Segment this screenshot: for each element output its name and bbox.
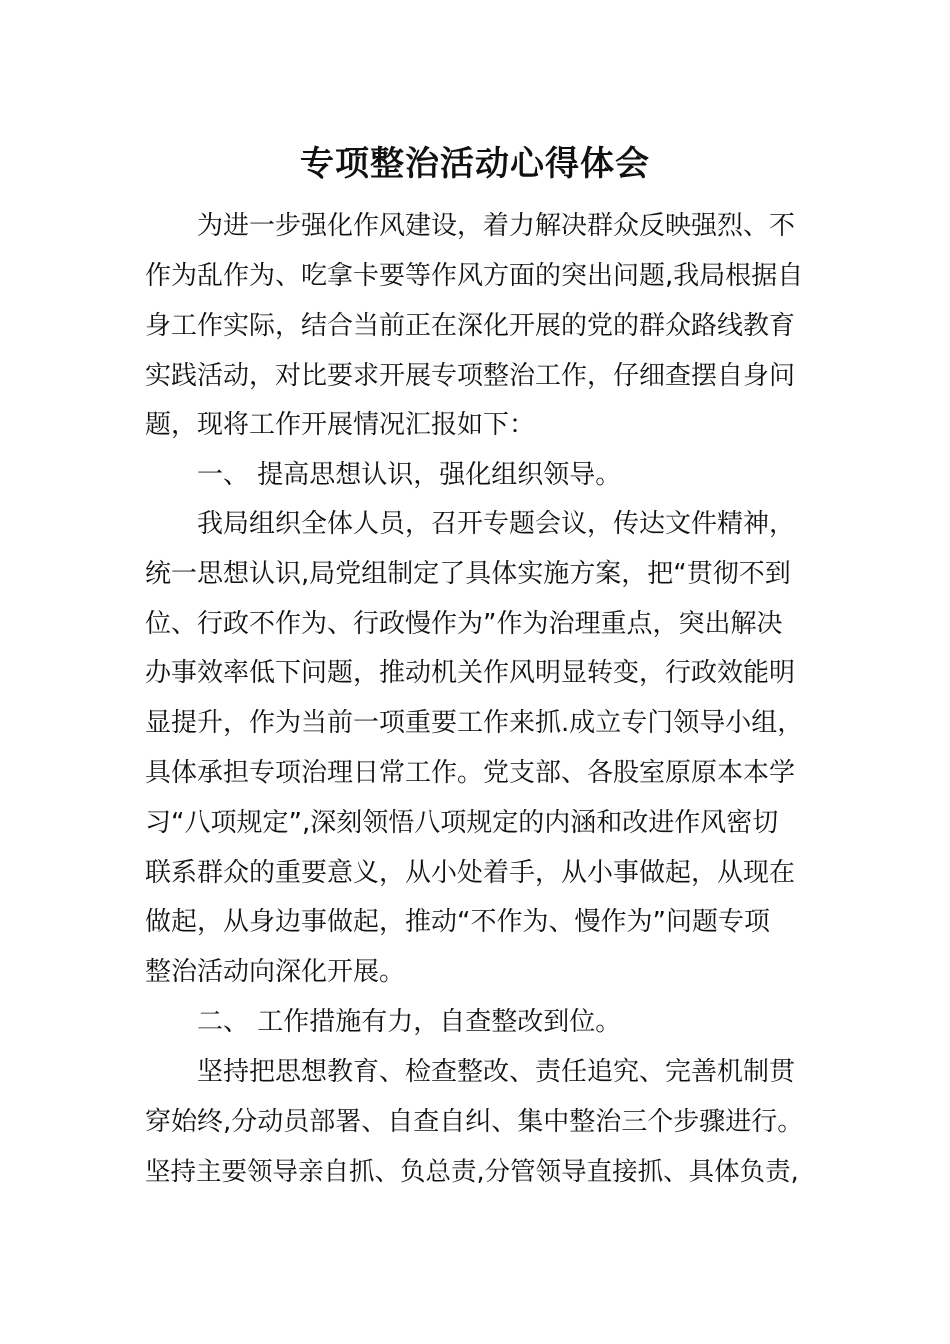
document-title: 专项整治活动心得体会 (300, 144, 650, 184)
paragraph-line: 整治活动向深化开展。 (145, 957, 406, 987)
paragraph-line: 办事效率低下问题，推动机关作风明显转变，行政效能明 (145, 658, 796, 688)
section-heading-1: 一、 提高思想认识，强化组织领导。 (197, 460, 622, 490)
paragraph-line: 题，现将工作开展情况汇报如下： (145, 410, 536, 440)
paragraph-line: 具体承担专项治理日常工作。党支部、各股室原原本本学 (145, 758, 796, 788)
paragraph-line: 实践活动，对比要求开展专项整治工作，仔细查摆自身问 (145, 361, 796, 391)
paragraph-line: 位、行政不作为、行政慢作为”作为治理重点，突出解决 (145, 609, 783, 639)
paragraph-line: 穿始终,分动员部署、自查自纠、集中整治三个步骤进行。 (145, 1107, 804, 1137)
paragraph-line: 我局组织全体人员，召开专题会议，传达文件精神， (197, 509, 796, 539)
paragraph-line: 显提升，作为当前一项重要工作来抓.成立专门领导小组， (145, 708, 804, 738)
paragraph-line: 做起，从身边事做起，推动“不作为、慢作为”问题专项 (145, 907, 770, 937)
paragraph-line: 习“八项规定”,深刻领悟八项规定的内涵和改进作风密切 (145, 808, 779, 838)
paragraph-line: 统一思想认识,局党组制定了具体实施方案，把“贯彻不到 (145, 559, 791, 589)
section-heading-2: 二、 工作措施有力，自查整改到位。 (197, 1007, 622, 1037)
paragraph-line: 坚持把思想教育、检查整改、责任追究、完善机制贯 (197, 1057, 796, 1087)
paragraph-line: 联系群众的重要意义，从小处着手，从小事做起，从现在 (145, 858, 796, 888)
paragraph-line: 身工作实际，结合当前正在深化开展的党的群众路线教育 (145, 311, 796, 341)
paragraph-line: 为进一步强化作风建设，着力解决群众反映强烈、不 (197, 211, 796, 241)
paragraph-line: 作为乱作为、吃拿卡要等作风方面的突出问题,我局根据自 (145, 261, 804, 291)
paragraph-line: 坚持主要领导亲自抓、负总责,分管领导直接抓、具体负责, (145, 1157, 799, 1187)
